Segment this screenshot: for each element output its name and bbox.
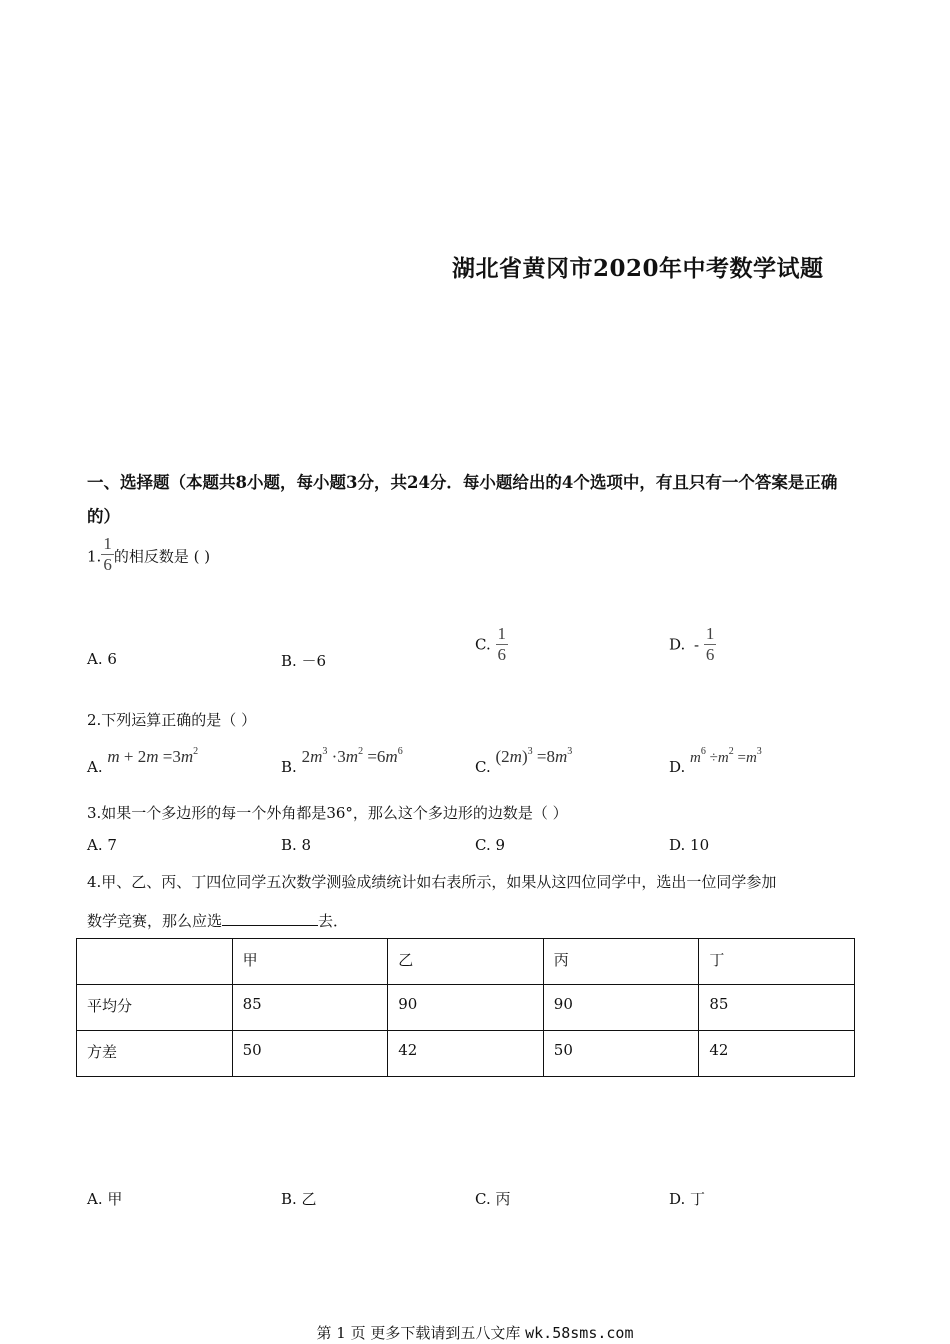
table-row bbox=[77, 985, 855, 1031]
question-1-number: 1. bbox=[87, 547, 102, 566]
q2-option-a-label: A. bbox=[87, 758, 103, 776]
q2-option-c-expr: $(2m)^3 =8m^3$ bbox=[495, 746, 573, 766]
q1-option-d-sign: - bbox=[694, 635, 700, 654]
question-1-text: 的相反数是 ( ) bbox=[113, 547, 211, 566]
footer-text: 第 1 页 更多下载请到五八文库 bbox=[316, 1324, 521, 1342]
q2-option-d bbox=[669, 746, 762, 776]
page-footer bbox=[0, 1322, 950, 1343]
table-row bbox=[77, 1031, 855, 1077]
section-heading: 一、选择题（本题共8小题，每小题3分，共24分．每小题给出的4个选项中，有且只有一个答案是正确的） bbox=[87, 473, 838, 526]
page-title: 湖北省黄冈市2020年中考数学试题 bbox=[452, 255, 824, 282]
q2-option-b-expr: $2m^3 \cdot 3m^2 =6m^6$ bbox=[301, 746, 403, 766]
table-cell: 85 bbox=[699, 985, 855, 1031]
q1-option-d-fraction bbox=[704, 624, 717, 665]
question-1 bbox=[87, 534, 211, 575]
q2-option-d-expr: $m^6 \div m^2 =m^3$ bbox=[690, 746, 762, 766]
q3-option-c: C. 9 bbox=[475, 836, 506, 854]
footer-site-link[interactable]: wk.58sms.com bbox=[525, 1324, 634, 1342]
q1-option-c bbox=[475, 624, 508, 665]
question-4-line-2 bbox=[87, 910, 348, 931]
question-1-fraction bbox=[101, 534, 114, 575]
table-header-row bbox=[77, 939, 855, 985]
q2-option-c-label: C. bbox=[475, 758, 491, 776]
question-4-text-before-blank: 数学竞赛，那么应选 bbox=[87, 912, 223, 930]
table-cell: 方差 bbox=[77, 1031, 233, 1077]
question-2: 2.下列运算正确的是（ ） bbox=[87, 711, 257, 729]
q2-option-c bbox=[475, 746, 573, 776]
q3-option-b: B. 8 bbox=[281, 836, 312, 854]
q2-option-a-expr: $m + 2m =3m^2$ bbox=[107, 746, 199, 766]
fraction-numerator: 1 bbox=[497, 624, 506, 643]
fraction-numerator: 1 bbox=[705, 624, 715, 643]
table-cell: 42 bbox=[699, 1031, 855, 1077]
question-4-line-1: 4.甲、乙、丙、丁四位同学五次数学测验成绩统计如右表所示，如果从这四位同学中，选出一位同学参加 bbox=[87, 873, 777, 891]
q3-option-d: D. 10 bbox=[669, 836, 710, 854]
q3-option-a: A. 7 bbox=[87, 836, 117, 854]
table-cell: 丙 bbox=[543, 939, 699, 985]
q1-option-c-label: C. bbox=[475, 635, 491, 654]
q1-option-d bbox=[669, 624, 716, 665]
q2-option-d-label: D. bbox=[669, 758, 686, 776]
table-cell: 42 bbox=[388, 1031, 544, 1077]
q1-option-b: B. －6 bbox=[281, 652, 327, 670]
q4-option-c: C. 丙 bbox=[475, 1190, 511, 1208]
q4-option-b: B. 乙 bbox=[281, 1190, 317, 1208]
score-table bbox=[76, 938, 855, 1077]
table-cell: 85 bbox=[232, 985, 388, 1031]
table-cell: 甲 bbox=[232, 939, 388, 985]
q4-option-d: D. 丁 bbox=[669, 1190, 706, 1208]
q2-option-a bbox=[87, 746, 199, 776]
q4-option-a: A. 甲 bbox=[87, 1190, 123, 1208]
q1-option-d-label: D. bbox=[669, 635, 686, 654]
q1-option-c-fraction bbox=[496, 624, 509, 665]
table-cell: 乙 bbox=[388, 939, 544, 985]
table-cell: 50 bbox=[232, 1031, 388, 1077]
q2-option-b bbox=[281, 746, 403, 776]
table-cell: 平均分 bbox=[77, 985, 233, 1031]
q2-option-b-label: B. bbox=[281, 758, 297, 776]
q1-option-a: A. 6 bbox=[87, 650, 117, 668]
question-4-text-after-blank: 去． bbox=[318, 912, 349, 930]
fraction-denominator: 6 bbox=[705, 645, 715, 664]
table-cell: 90 bbox=[543, 985, 699, 1031]
table-cell bbox=[77, 939, 233, 985]
answer-blank bbox=[222, 911, 318, 926]
fraction-numerator: 1 bbox=[103, 534, 112, 553]
table-cell: 90 bbox=[388, 985, 544, 1031]
table-cell: 50 bbox=[543, 1031, 699, 1077]
table-cell: 丁 bbox=[699, 939, 855, 985]
fraction-denominator: 6 bbox=[497, 645, 506, 664]
fraction-denominator: 6 bbox=[103, 555, 112, 574]
question-3: 3.如果一个多边形的每一个外角都是36°，那么这个多边形的边数是（ ） bbox=[87, 804, 568, 822]
